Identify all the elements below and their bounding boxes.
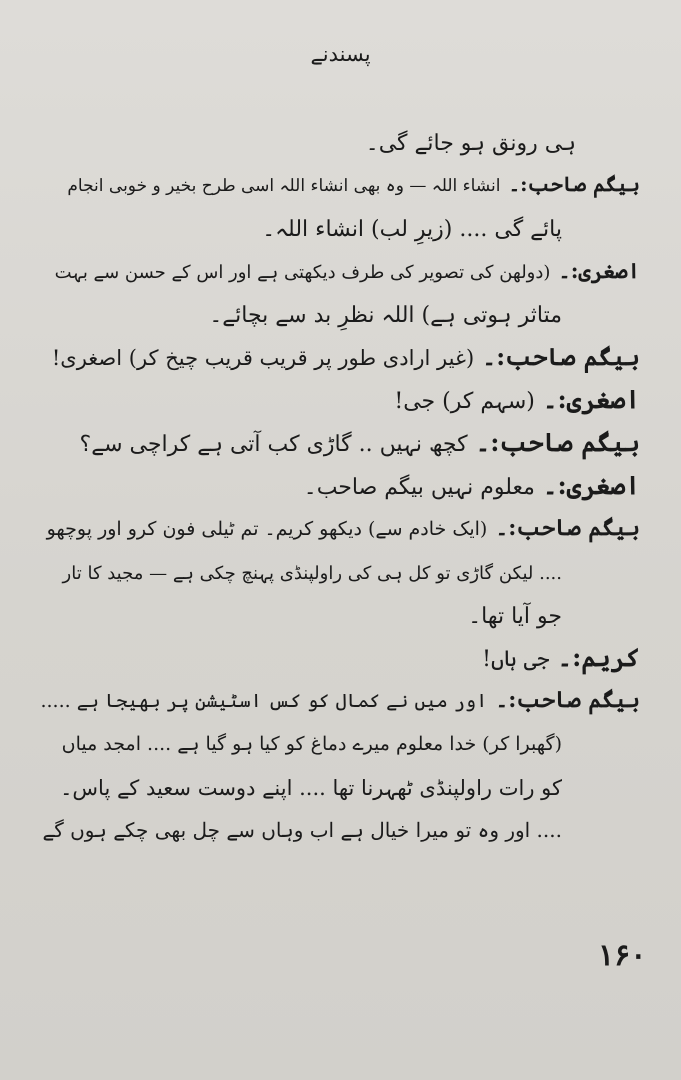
line-text: (سہم کر) جی!: [394, 389, 535, 414]
speaker-name: کریم:۔: [557, 643, 640, 672]
text-line: [40, 163, 640, 206]
speaker-name: اصغری:۔: [542, 471, 640, 500]
line-text: پائے گی .... (زیرِ لب) انشاء اللہ۔: [262, 217, 562, 242]
speaker-name: بیگم صاحب:۔: [495, 515, 640, 541]
page-body: [40, 120, 640, 851]
speaker-name: بیگم صاحب:۔: [482, 342, 640, 371]
text-line: [40, 292, 640, 335]
line-text: (گھبرا کر) خدا معلوم میرے دماغ کو کیا ہو گیا ہے .... امجد میاں: [61, 733, 562, 755]
text-line: [40, 464, 640, 507]
line-text: .... لیکن گاڑی تو کل ہی کی راولپنڈی پہنچ چکی ہے — مجید کا تار: [62, 563, 562, 584]
line-text: متاثر ہوتی ہے) اللہ نظرِ بد سے بچائے۔: [209, 303, 562, 328]
speaker-name: بیگم صاحب:۔: [495, 687, 640, 713]
line-text: ہی رونق ہو جائے گی۔: [365, 131, 576, 156]
line-text: جی ہاں!: [482, 647, 550, 672]
text-line: [40, 120, 640, 163]
text-line: [40, 507, 640, 550]
text-line: [40, 722, 640, 765]
text-line: [40, 335, 640, 378]
text-line: [40, 249, 640, 292]
speaker-name: اصغری:۔: [542, 385, 640, 414]
line-text: کچھ نہیں .. گاڑی کب آتی ہے کراچی سے؟: [79, 432, 468, 457]
line-text: اور میں نے کمال کو کس اسٹیشن پر بھیجا ہے .....: [40, 690, 488, 712]
text-line: [40, 765, 640, 808]
text-line: [40, 593, 640, 636]
text-line: [40, 550, 640, 593]
speaker-name: بیگم صاحب:۔: [475, 428, 640, 457]
speaker-name: اصغری:۔: [558, 258, 640, 283]
text-line: [40, 206, 640, 249]
speaker-name: بیگم صاحب:۔: [508, 172, 640, 196]
running-title: پسندنے: [310, 42, 371, 66]
line-text: انشاء اللہ — وہ بھی انشاء اللہ اسی طرح بخیر و خوبی انجام: [67, 176, 501, 196]
line-text: .... اور وہ تو میرا خیال ہے اب وہاں سے چل بھی چکے ہوں گے: [42, 818, 562, 842]
text-line: [40, 378, 640, 421]
line-text: جو آیا تھا۔: [468, 604, 562, 629]
text-line: [40, 679, 640, 722]
line-text: (ایک خادم سے) دیکھو کریم۔ تم ٹیلی فون کرو اور پوچھو: [46, 518, 488, 540]
text-line: [40, 808, 640, 851]
line-text: معلوم نہیں بیگم صاحب۔: [303, 475, 535, 500]
line-text: (غیر ارادی طور پر قریب قریب چیخ کر) اصغری!: [51, 346, 475, 370]
text-line: [40, 421, 640, 464]
line-text: کو رات راولپنڈی ٹھہرنا تھا .... اپنے دوست سعید کے پاس۔: [60, 776, 562, 800]
text-line: [40, 636, 640, 679]
line-text: (دولھن کی تصویر کی طرف دیکھتی ہے اور اس کے حسن سے بہت: [54, 262, 551, 283]
page-number: ۱۶۰: [598, 938, 647, 973]
